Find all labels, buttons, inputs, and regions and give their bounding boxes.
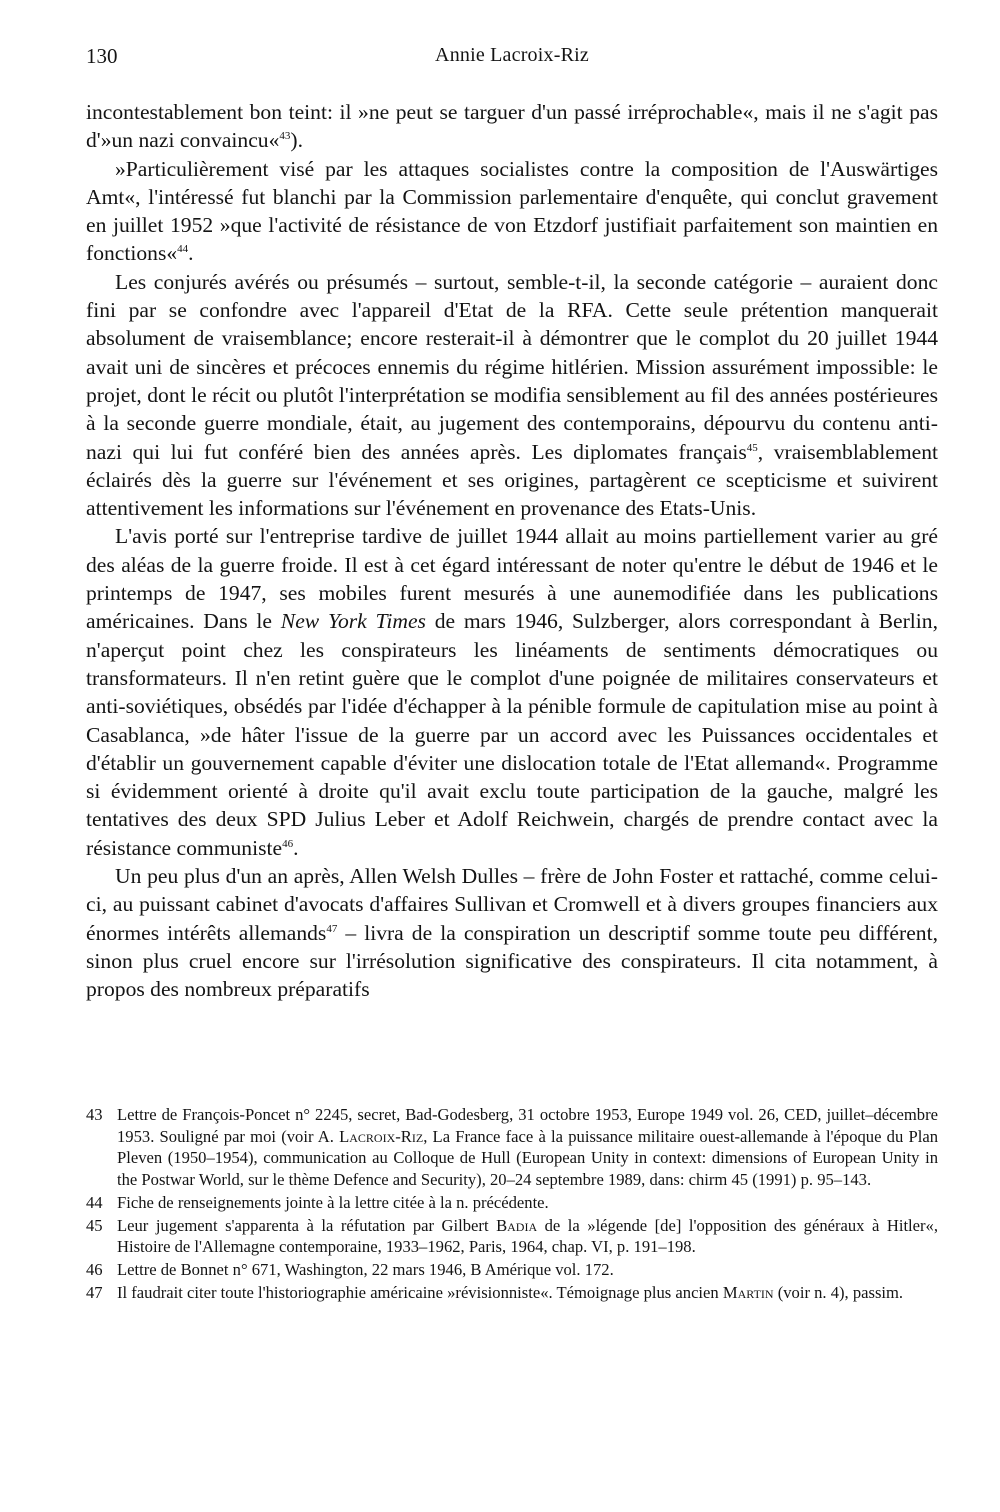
footnote-45 <box>86 1215 938 1258</box>
footnote-number: 44 <box>86 1192 103 1212</box>
page-number: 130 <box>86 44 118 68</box>
footnote-text: Fiche de renseignements jointe à la lettre citée à la n. précédente. <box>117 1192 549 1212</box>
running-head-author: Annie Lacroix-Riz <box>435 44 589 66</box>
footnote-number: 46 <box>86 1260 103 1279</box>
paragraph-4 <box>86 522 938 862</box>
page-header <box>86 44 938 76</box>
paragraph-3-text: Les conjurés avérés ou présumés – surtout, semble-t-il, la seconde catégorie – auraient donc fini par se confondre avec l'appareil d'Etat de la RFA. Cette seule prétention manquerait absolument de vraisemblance; encore resterait-il à démontrer que le complot du 20 juillet 1944 avait uni de sincères et précoces ennemis du régime hitlérien. Mission assurément impossible: le projet, dont le récit ou plutôt l'interprétation se modifia sensiblement au fil des années postérieures à la seconde guerre mondiale, était, au jugement des contemporains, dépourvu du contenu anti-nazi qui lui fut conféré bien des années après. Les diplomates français <box>86 269 938 464</box>
footnote-number: 47 <box>86 1283 103 1302</box>
footnote-47 <box>86 1282 938 1304</box>
footnote-text-end: (voir n. 4), passim. <box>773 1283 904 1302</box>
paragraph-5-text-end: – livra de la conspiration un descriptif somme toute peu différent, sinon plus cruel encore sur l'irrésolution significative des conspirateurs. Il cita notamment, à propos des nombreux préparatifs <box>86 920 938 1002</box>
footnote-text: Leur jugement s'apparenta à la réfutation par Gilbert <box>117 1215 497 1235</box>
paragraph-3-text-end: , vraisemblablement éclairés dès la guerre sur l'événement et ses origines, partagèrent ce scepticisme et suivirent attentivement les informations sur l'événement en provenance des Etats-Unis. <box>86 439 938 521</box>
footnote-ref-44: 44 <box>177 243 189 256</box>
paragraph-4-text: L'avis porté sur l'entreprise tardive de juillet 1944 allait au moins partiellement varier au gré des aléas de la guerre froide. Il est à cet égard intéressant de noter qu'entre le début de 1946 et le printemps de 1947, ses mobiles furent mesurés à une aunemodifiée dans les publications américaines. Dans le <box>86 524 938 634</box>
paragraph-4-text-end: . <box>293 835 299 860</box>
paragraph-3 <box>86 268 938 523</box>
footnote-44 <box>86 1192 938 1214</box>
footnote-43 <box>86 1104 938 1190</box>
author-name: Martin <box>722 1283 774 1302</box>
paragraph-2-text: »Particulièrement visé par les attaques socialistes contre la composition de l'Auswärtiges Amt«, l'intéressé fut blanchi par la Commission parlementaire d'enquête, qui conclut gravement en juillet 1952 »que l'activité de résistance de von Etzdorf justifiait parfaitement son maintien en fonctions« <box>86 156 938 266</box>
author-name: Lacroix-Riz <box>339 1126 424 1146</box>
paragraph-5-text: Un peu plus d'un an après, Allen Welsh Dulles – frère de John Foster et rattaché, comme celui-ci, au puissant cabinet d'avocats d'affaires Sullivan et Cromwell et à divers groupes financiers aux énormes intérêts allemands <box>86 864 938 945</box>
footnote-number: 45 <box>86 1215 103 1235</box>
newspaper-title: New York Times <box>280 609 426 634</box>
footnote-ref-45: 45 <box>746 441 758 454</box>
main-text <box>86 98 938 1004</box>
footnote-text: Il faudrait citer toute l'historiographie américaine »révisionniste«. Témoignage plus ancien <box>117 1283 723 1302</box>
paragraph-4-text-mid: de mars 1946, Sulzberger, alors correspondant à Berlin, n'aperçut point chez les conspirateurs les linéaments de sentiments démocratiques ou transformateurs. Il n'en retint guère que le complot d'une poignée de militaires conservateurs et anti-soviétiques, obsédés par l'idée d'échapper à la pénible formule de capitulation mise au point à Casablanca, »de hâter l'issue de la guerre par un accord avec les Puissances occidentales et d'établir un gouvernement capable d'éviter une dislocation totale de l'Etat allemand«. Programme si évidemment orienté à droite qu'il avait exclu toute participation de la gauche, malgré les tentatives des deux SPD Julius Leber et Adolf Reichwein, chargés de prendre contact avec la résistance communiste <box>86 609 939 860</box>
footnote-text-end: de la »légende [de] l'opposition des généraux à Hitler«, Histoire de l'Allemagne contemporaine, 1933–1962, Paris, 1964, chap. VI, p. 191–198. <box>117 1215 938 1256</box>
footnote-ref-47: 47 <box>326 922 338 935</box>
footnote-ref-46: 46 <box>282 837 294 850</box>
paragraph-1-text-end: ). <box>290 128 303 153</box>
paragraph-5 <box>86 862 938 1003</box>
paragraph-1-text: incontestablement bon teint: il »ne peut se targuer d'un passé irréprochable«, mais il ne s'agit pas d'»un nazi convaincu« <box>86 100 938 153</box>
footnote-46 <box>86 1259 938 1281</box>
footnote-text: Lettre de François-Poncet n° 2245, secret, Bad-Godesberg, 31 octobre 1953, Europe 1949 vol. 26, CED, juillet–décembre 1953. Souligné par moi (voir A. <box>117 1105 938 1146</box>
footnote-text: Lettre de Bonnet n° 671, Washington, 22 mars 1946, B Amérique vol. 172. <box>117 1260 614 1279</box>
footnote-ref-43: 43 <box>279 130 291 143</box>
footnote-number: 43 <box>86 1105 103 1124</box>
paragraph-2-text-end: . <box>188 241 194 266</box>
footnote-text-end: , La France face à la puissance militaire ouest-allemande à l'époque du Plan Pleven (1950–1954), communication au Colloque de Hull (European Unity in context: dimensions of European Unity in the Postwar World, sur le thème Defence and Security), 20–24 septembre 1989, dans: chirm 45 (1991) p. 95–143. <box>117 1126 938 1189</box>
paragraph-1 <box>86 98 938 155</box>
author-name: Badia <box>496 1215 538 1235</box>
paragraph-2 <box>86 155 938 268</box>
footnotes <box>86 1104 938 1305</box>
